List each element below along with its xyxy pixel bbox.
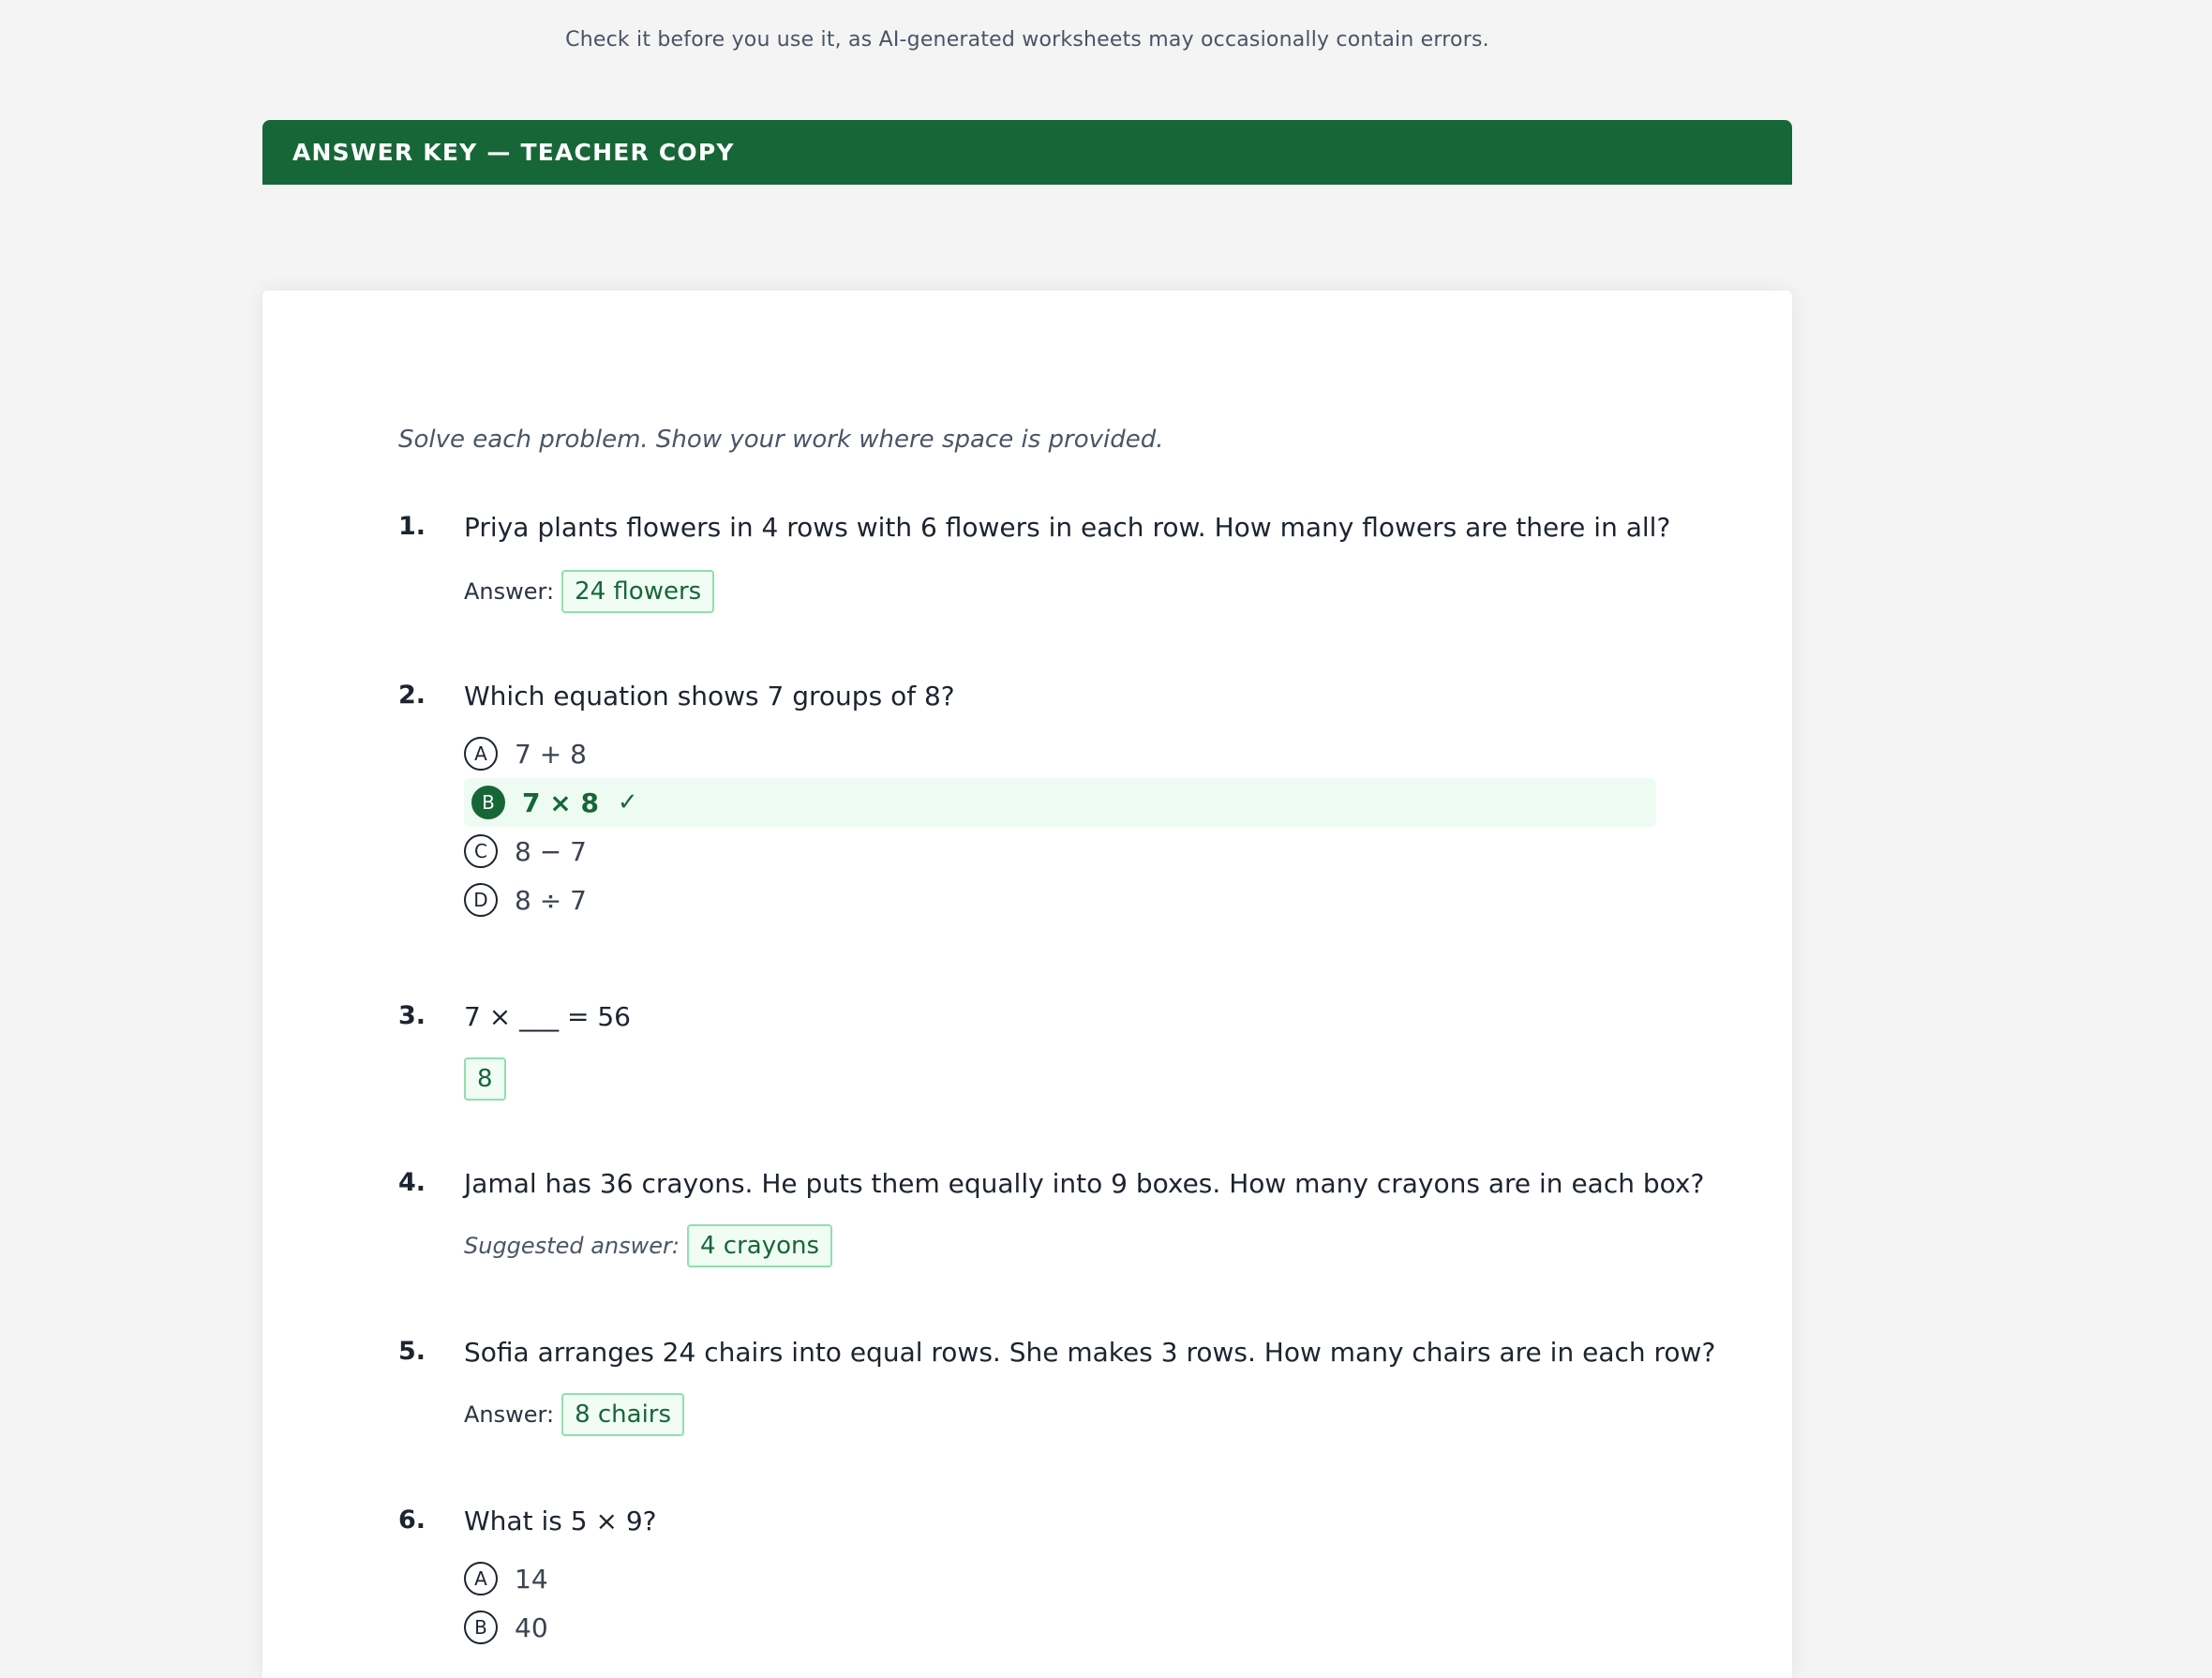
instructions: Solve each problem. Show your work where space is provided.	[398, 426, 1164, 454]
question-number: 3.	[398, 1001, 426, 1030]
choice-text: 40	[515, 1611, 548, 1643]
question-number: 1.	[398, 512, 426, 541]
choice-text: 8 − 7	[515, 835, 587, 867]
choice-bubble: A	[464, 737, 498, 771]
answer-label: Answer:	[464, 1401, 555, 1428]
answer-row	[464, 1393, 684, 1436]
question-text: Sofia arranges 24 chairs into equal rows. She makes 3 rows. How many chairs are in each row?	[464, 1337, 1716, 1368]
disclaimer: Check it before you use it, as AI-generated worksheets may occasionally contain errors.	[565, 28, 1489, 52]
question-text: Priya plants flowers in 4 rows with 6 flowers in each row. How many flowers are there in all?	[464, 512, 1671, 543]
choice-text: 7 × 8	[522, 787, 599, 818]
check-icon: ✓	[617, 788, 638, 817]
choice-d[interactable]	[464, 876, 1656, 924]
question-text: Jamal has 36 crayons. He puts them equally into 9 boxes. How many crayons are in each box?	[464, 1168, 1705, 1199]
answer-box: 8 chairs	[561, 1393, 684, 1436]
choice-b[interactable]	[464, 1603, 1656, 1652]
answer-box: 8	[464, 1057, 506, 1101]
question-text: Which equation shows 7 groups of 8?	[464, 681, 955, 712]
question-number: 4.	[398, 1168, 426, 1197]
choice-bubble: D	[464, 883, 498, 917]
choice-text: 8 ÷ 7	[515, 884, 587, 916]
choice-a[interactable]	[464, 1554, 1656, 1603]
choice-text: 7 + 8	[515, 738, 587, 770]
answer-row	[464, 570, 714, 613]
answer-row	[464, 1057, 506, 1101]
question-number: 2.	[398, 681, 426, 710]
choice-c[interactable]	[464, 827, 1656, 876]
choice-bubble: A	[464, 1562, 498, 1596]
question-text: What is 5 × 9?	[464, 1506, 657, 1536]
choice-b-correct[interactable]	[464, 778, 1656, 827]
choice-bubble: B	[464, 1611, 498, 1644]
answer-key-banner: ANSWER KEY — TEACHER COPY	[262, 120, 1792, 185]
answer-box: 24 flowers	[561, 570, 714, 613]
choice-text: 14	[515, 1563, 548, 1595]
answer-label: Suggested answer:	[464, 1233, 680, 1259]
worksheet-page	[262, 291, 1792, 1678]
question-text: 7 × ___ = 56	[464, 1001, 631, 1032]
answer-row	[464, 1224, 832, 1267]
answer-box: 4 crayons	[687, 1224, 832, 1267]
choice-bubble: C	[464, 834, 498, 868]
question-number: 6.	[398, 1506, 426, 1535]
choice-a[interactable]	[464, 729, 1656, 778]
choice-bubble: B	[471, 786, 505, 819]
answer-label: Answer:	[464, 578, 555, 605]
question-number: 5.	[398, 1337, 426, 1366]
